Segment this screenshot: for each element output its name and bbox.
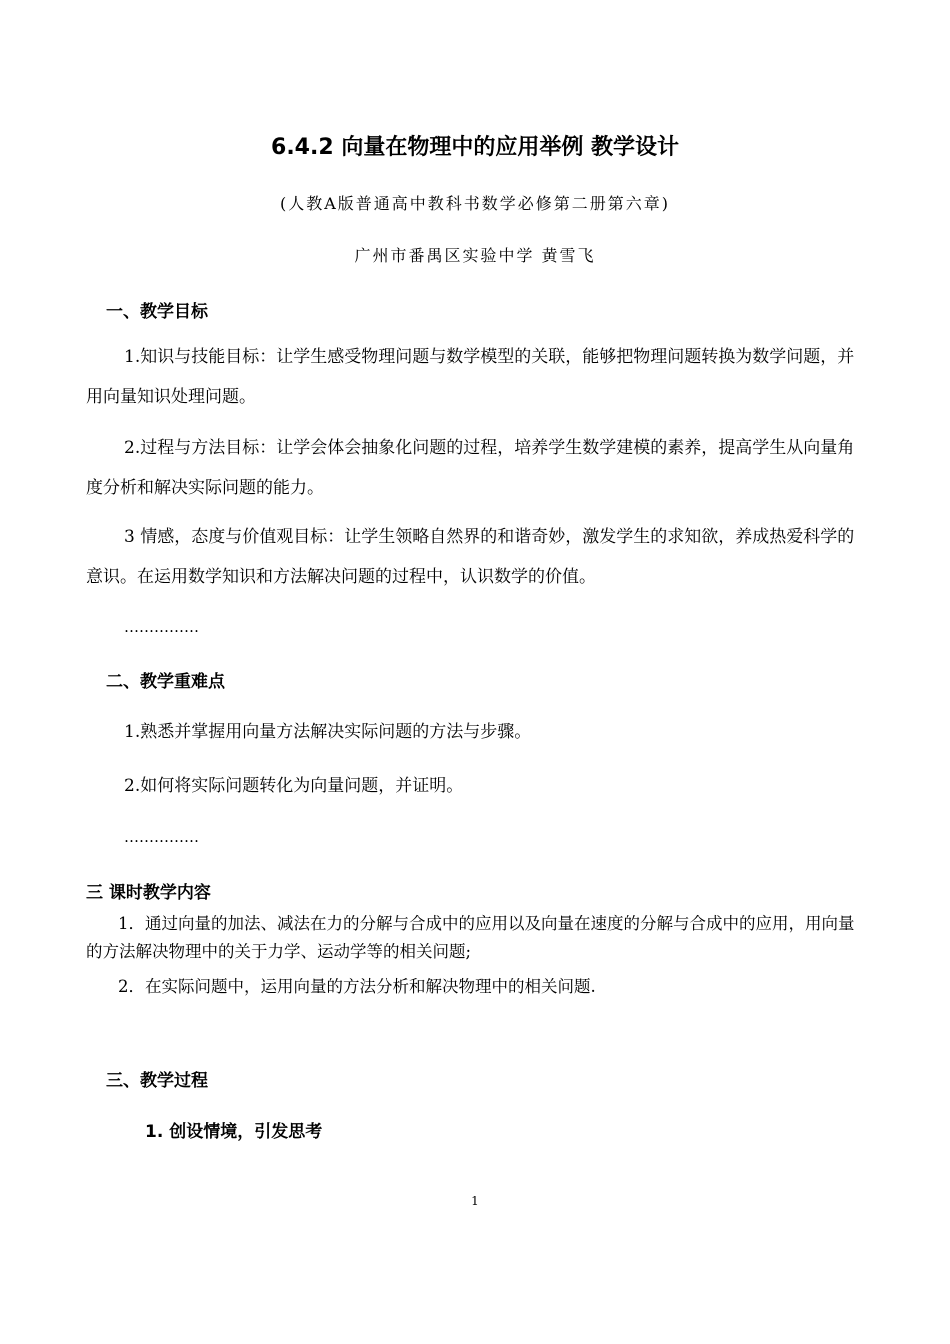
section-heading-teaching-process: 三、教学过程 [106,1071,208,1091]
key-point-2: 2.如何将实际问题转化为向量问题，并证明。 [124,776,464,796]
key-point-1: 1.熟悉并掌握用向量方法解决实际问题的方法与步骤。 [124,722,532,742]
author-line: 广州市番禺区实验中学 黄雪飞 [354,246,596,265]
section-heading-lesson-content: 三 课时教学内容 [86,883,211,903]
content-item-2: 2．在实际问题中，运用向量的方法分析和解决物理中的相关问题. [118,977,596,996]
content-item-1: 1．通过向量的加法、减法在力的分解与合成中的应用以及向量在速度的分解与合成中的应用，用向量的方法解决物理中的关于力学、运动学等的相关问题; [86,914,855,961]
section-heading-key-difficulties: 二、教学重难点 [106,672,225,692]
goal-item-3: 3 情感，态度与价值观目标：让学生领略自然界的和谐奇妙，激发学生的求知欲，养成热爱科学的意识。在运用数学知识和方法解决问题的过程中，认识数学的价值。 [86,527,855,587]
section-heading-teaching-goals: 一、教学目标 [106,302,208,322]
goal-item-2: 2.过程与方法目标：让学会体会抽象化问题的过程，培养学生数学建模的素养，提高学生从向量角度分析和解决实际问题的能力。 [86,438,855,498]
page-number: 1 [471,1194,479,1208]
ellipsis-2: …………… [124,828,199,846]
ellipsis-1: …………… [124,618,199,636]
subheading-create-scenario: 1. 创设情境，引发思考 [145,1122,323,1142]
document-subtitle: (人教A版普通高中教科书数学必修第二册第六章) [279,194,671,213]
document-title: 6.4.2 向量在物理中的应用举例 教学设计 [271,135,679,160]
goal-item-1: 1.知识与技能目标：让学生感受物理问题与数学模型的关联，能够把物理问题转换为数学问题，并用向量知识处理问题。 [86,347,855,407]
